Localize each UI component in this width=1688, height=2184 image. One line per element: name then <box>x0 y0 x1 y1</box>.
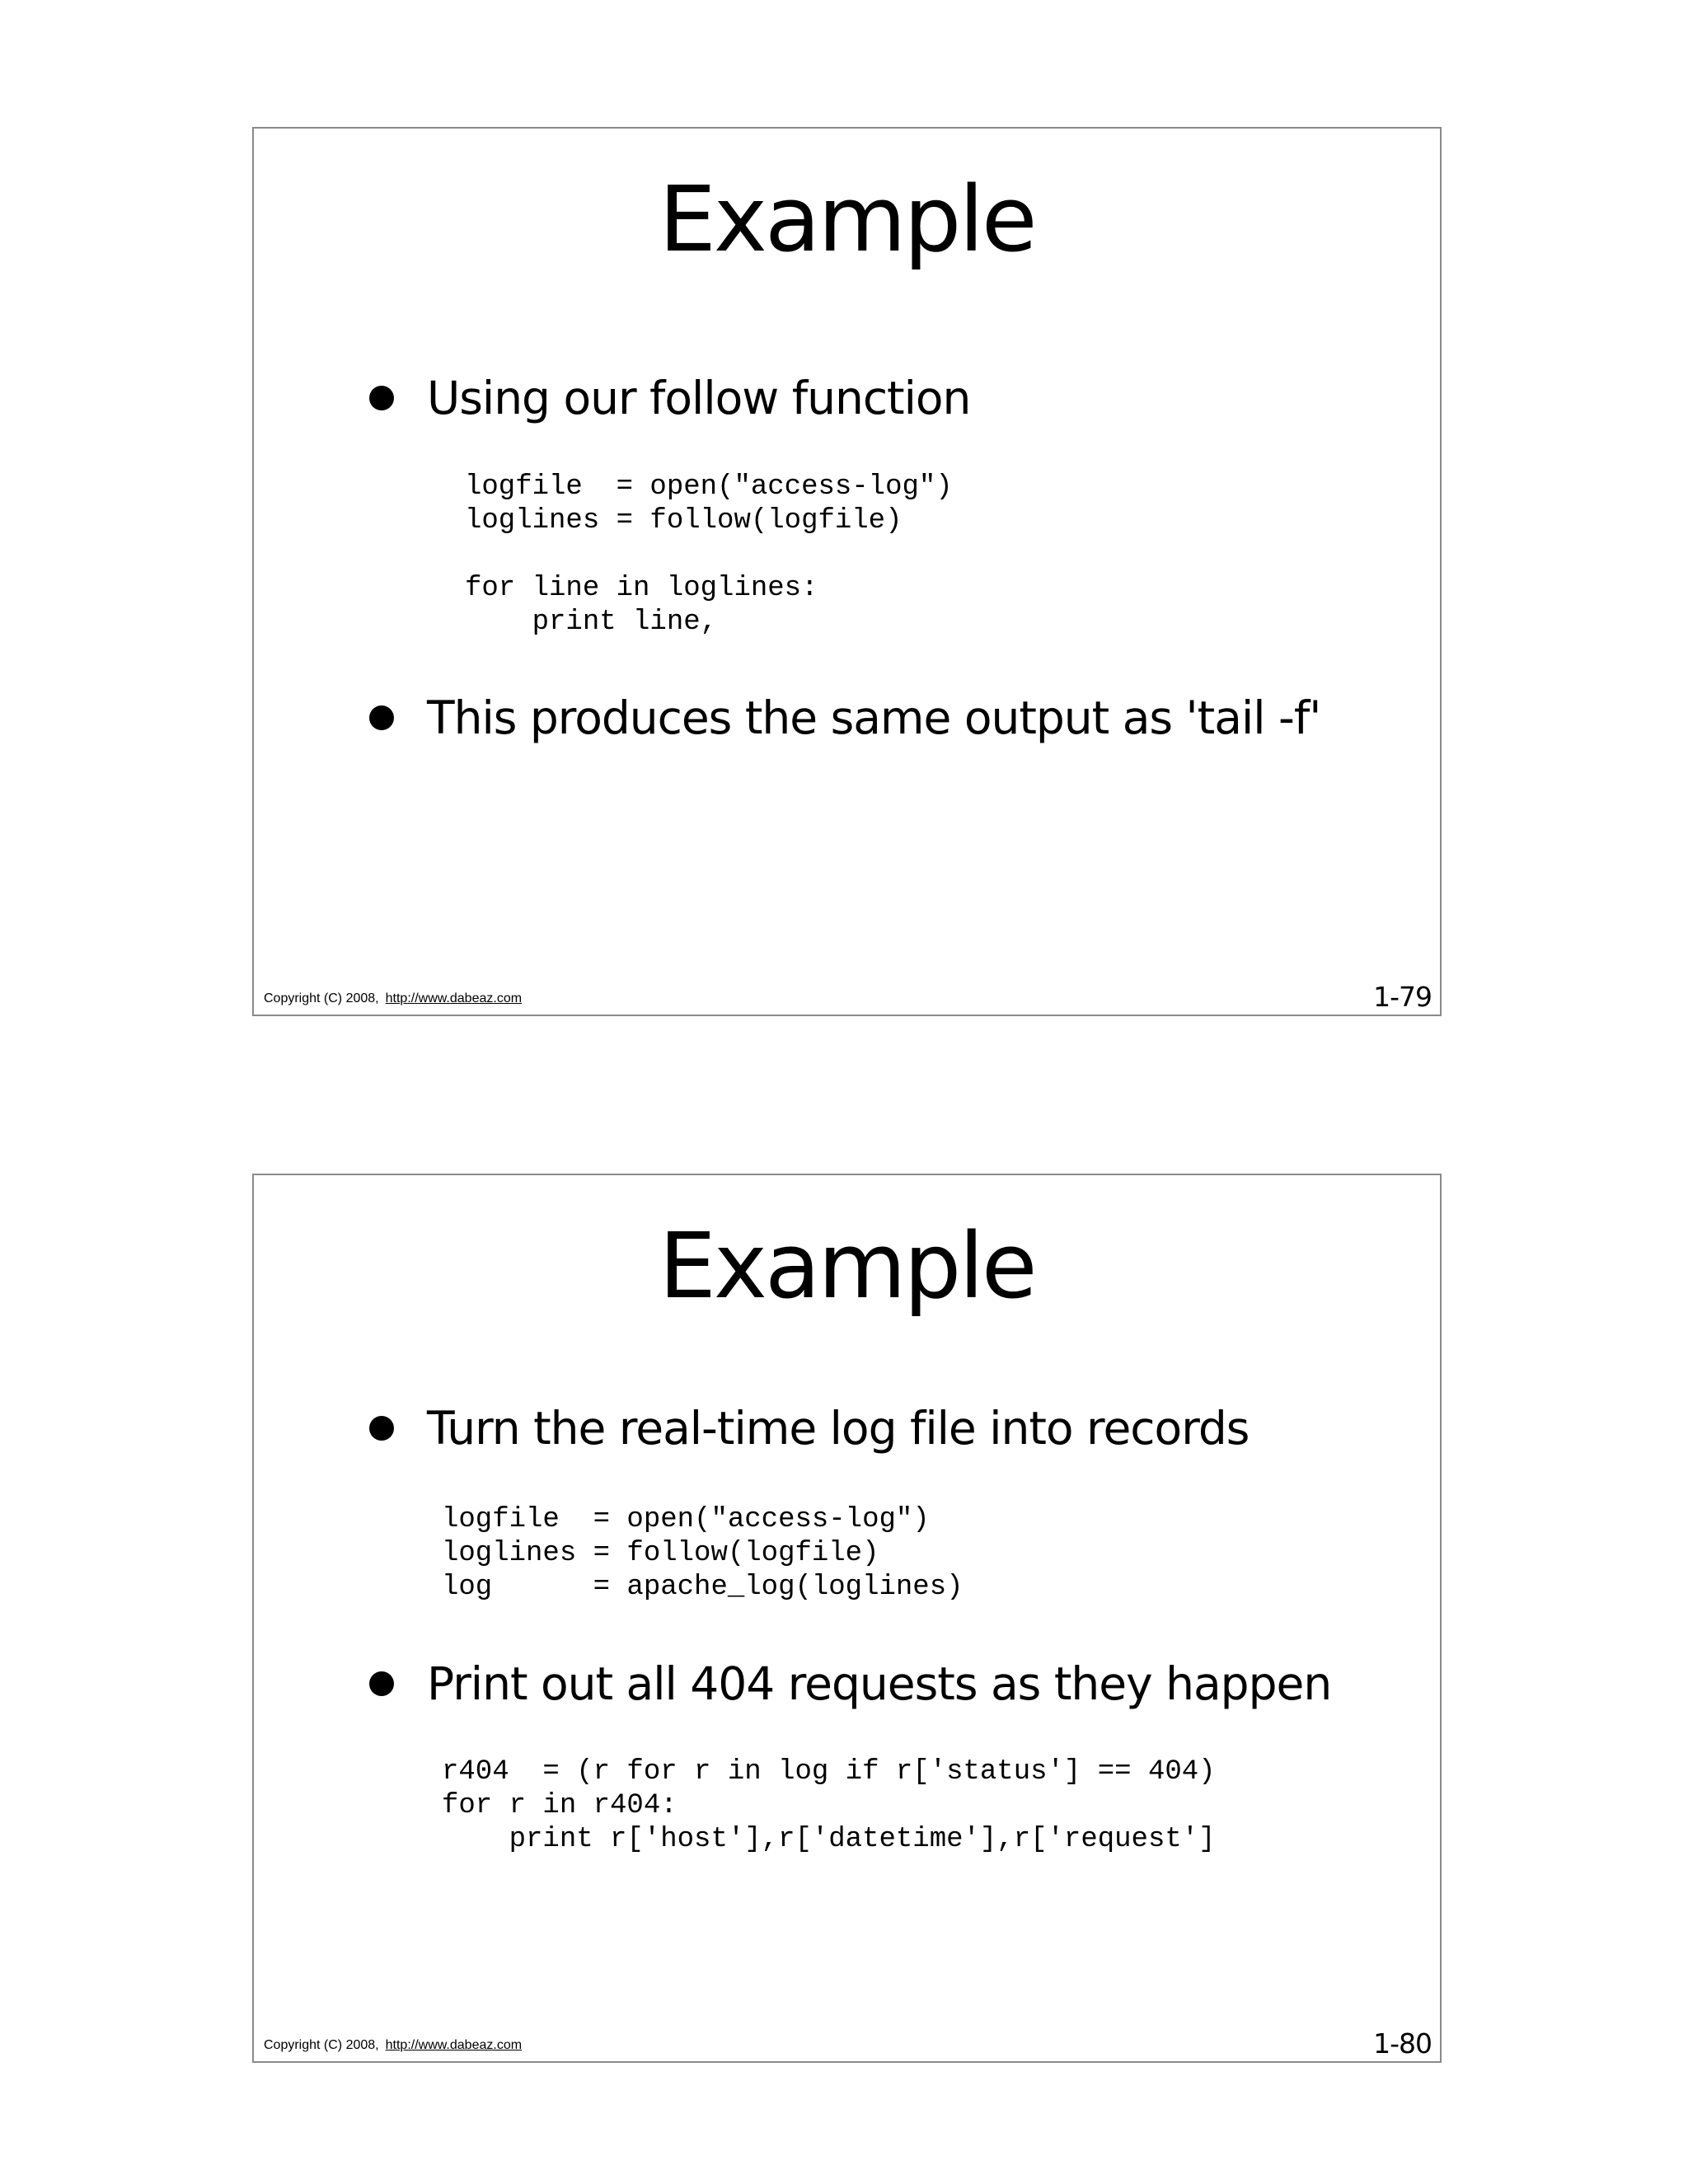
slide-1-79 <box>252 127 1442 1016</box>
bullet-text: Print out all 404 requests as they happen <box>427 1657 1332 1710</box>
slide-title: Example <box>659 1213 1035 1319</box>
copyright-text: Copyright (C) 2008, <box>264 2038 379 2052</box>
code-block: r404 = (r for r in log if r['status'] == 404) for r in r404: print r['host'],r['datetime'],r['request'] <box>442 1756 1216 1855</box>
footer-copyright <box>264 991 522 1006</box>
copyright-text: Copyright (C) 2008, <box>264 991 379 1005</box>
bullet-text: This produces the same output as 'tail -f' <box>427 691 1321 744</box>
bullet-dot-icon <box>369 386 394 410</box>
slide-title: Example <box>659 166 1035 272</box>
slide-1-80 <box>252 1174 1442 2063</box>
code-block: logfile = open("access-log") loglines = follow(logfile) for line in loglines: print line, <box>465 471 953 638</box>
bullet-dot-icon <box>369 1671 394 1696</box>
footer-copyright <box>264 2038 522 2053</box>
footer-link[interactable]: http://www.dabeaz.com <box>385 991 523 1005</box>
bullet-dot-icon <box>369 705 394 730</box>
footer-link[interactable]: http://www.dabeaz.com <box>385 2038 523 2052</box>
bullet-text: Turn the real-time log file into records <box>427 1402 1250 1455</box>
bullet-dot-icon <box>369 1416 394 1441</box>
bullet-text: Using our follow function <box>427 372 971 424</box>
code-block: logfile = open("access-log") loglines = follow(logfile) log = apache_log(loglines) <box>442 1504 964 1603</box>
page-number: 1-80 <box>1373 2027 1432 2060</box>
page-number: 1-79 <box>1373 981 1432 1013</box>
